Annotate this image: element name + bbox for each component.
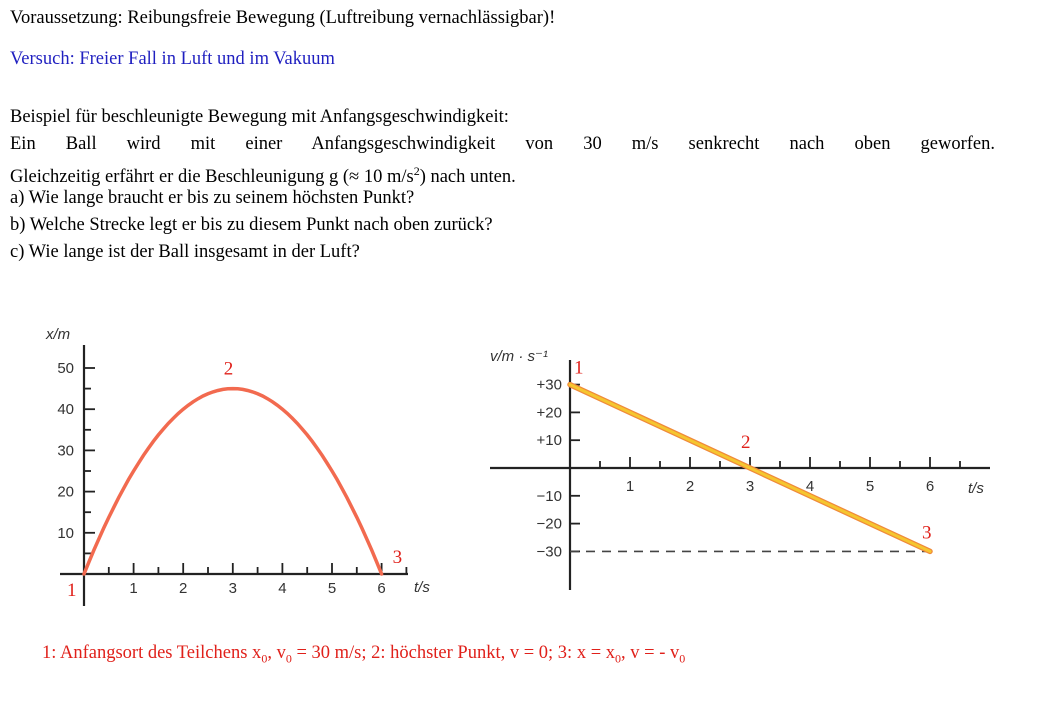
y-axis-label: x/m xyxy=(46,326,71,343)
y-tick-label: −20 xyxy=(536,515,562,533)
y-tick-label: 30 xyxy=(57,442,74,460)
caption-sub-4: 0 xyxy=(679,651,686,666)
point-label-2: 2 xyxy=(223,358,234,380)
caption-part-4: , v = - v xyxy=(621,643,680,663)
y-tick-label: −10 xyxy=(536,487,562,505)
point-label-1: 1 xyxy=(67,580,77,601)
legend-caption xyxy=(42,643,685,667)
problem-line-2-a: Gleichzeitig erfährt er die Beschleunigung g ( xyxy=(10,167,350,188)
x-tick-label: 2 xyxy=(685,478,695,495)
question-a: a) Wie lange braucht er bis zu seinem höchsten Punkt? xyxy=(10,188,415,208)
question-b: b) Welche Strecke legt er bis zu diesem Punkt nach oben zurück? xyxy=(10,215,493,235)
caption-part-3: = 30 m/s; 2: höchster Punkt, v = 0; 3: x = x xyxy=(291,643,616,663)
y-tick-label: 50 xyxy=(57,360,74,377)
x-tick-label: 6 xyxy=(925,478,935,495)
point-label-3: 3 xyxy=(922,522,932,544)
x-axis-label: t/s xyxy=(968,480,984,497)
point-label-3: 3 xyxy=(392,547,403,568)
problem-line-2-c: ) nach unten. xyxy=(419,167,516,188)
point-label-2: 2 xyxy=(741,432,751,453)
y-tick-label: 10 xyxy=(57,524,74,542)
caption-part-2: , v xyxy=(267,643,286,663)
point-label-1: 1 xyxy=(574,357,584,379)
caption-sub-1: 0 xyxy=(261,651,268,666)
velocity-time-chart xyxy=(490,348,990,590)
x-tick-label: 2 xyxy=(179,580,188,597)
x-tick-label: 6 xyxy=(377,580,386,597)
x-tick-label: 1 xyxy=(129,580,138,597)
x-tick-label: 3 xyxy=(745,478,755,495)
example-title: Beispiel für beschleunigte Bewegung mit Anfangsgeschwindigkeit: xyxy=(10,107,509,127)
x-t-curve xyxy=(84,389,382,574)
question-c: c) Wie lange ist der Ball insgesamt in der Luft? xyxy=(10,242,360,262)
caption-sub-3: 0 xyxy=(615,651,622,666)
problem-line-2-b: 10 m/s xyxy=(359,167,414,188)
y-axis-label: v/m · s⁻¹ xyxy=(490,348,548,365)
x-tick-label: 4 xyxy=(805,478,815,495)
y-tick-label: 40 xyxy=(57,401,74,419)
y-tick-label: +10 xyxy=(536,432,562,450)
caption-part-1: 1: Anfangsort des Teilchens x xyxy=(42,643,262,663)
exponent: 2 xyxy=(413,164,420,178)
x-tick-label: 3 xyxy=(228,580,237,597)
caption-sub-2: 0 xyxy=(285,651,292,666)
y-tick-label: 20 xyxy=(57,483,74,501)
x-tick-label: 1 xyxy=(625,478,635,495)
y-tick-label: +20 xyxy=(536,404,562,422)
premise-text: Voraussetzung: Reibungsfreie Bewegung (Luftreibung vernachlässigbar)! xyxy=(10,8,556,28)
x-tick-label: 5 xyxy=(327,580,337,597)
x-axis-label: t/s xyxy=(414,579,430,596)
x-tick-label: 5 xyxy=(865,478,875,495)
y-tick-label: −30 xyxy=(536,543,562,561)
problem-line-1: Ein Ball wird mit einer Anfangsgeschwindigkeit von 30 m/s senkrecht nach oben geworfen. xyxy=(10,134,995,154)
approx-symbol: ≈ xyxy=(349,167,360,188)
experiment-link[interactable]: Versuch: Freier Fall in Luft und im Vakuum xyxy=(10,49,335,69)
x-tick-label: 4 xyxy=(278,580,287,597)
y-tick-label: +30 xyxy=(536,376,562,394)
position-time-chart xyxy=(45,326,430,606)
